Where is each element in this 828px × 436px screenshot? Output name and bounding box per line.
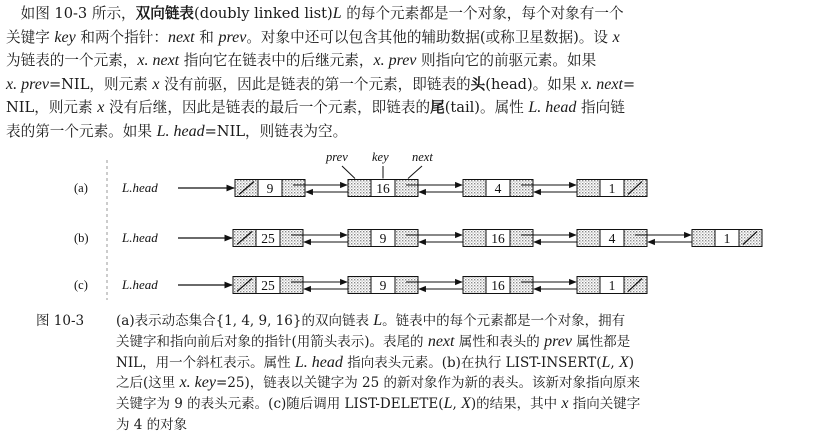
figure-caption	[116, 311, 811, 436]
text-run: 之后(这里	[116, 375, 180, 392]
text-run: =NIL，则元素	[48, 75, 153, 93]
prev-field	[692, 230, 715, 247]
node-key: 9	[379, 231, 387, 246]
math-term: X	[618, 353, 629, 371]
field-label-next: next	[412, 150, 433, 164]
math-term: L	[332, 5, 342, 22]
text-run: 关键字和指向前后对象的指针(用箭头表示)。表尾的	[116, 333, 428, 350]
node-key: 9	[379, 278, 387, 293]
math-term: L. head	[156, 122, 205, 140]
next-field	[510, 230, 533, 247]
math-term: x. key	[179, 374, 216, 392]
text-run: 指向关键字	[568, 396, 641, 413]
row-label: (a)	[74, 181, 88, 195]
math-term: L. head	[528, 99, 577, 116]
node-key: 16	[376, 181, 390, 196]
prev-field	[348, 180, 371, 197]
caption-line	[116, 415, 811, 436]
prev-field	[463, 277, 486, 294]
next-field	[395, 277, 418, 294]
next-field	[282, 180, 305, 197]
node-key: 25	[261, 278, 275, 293]
text-run: 关键字	[6, 28, 55, 46]
head-label: L.head	[122, 230, 158, 245]
text-run: 属性和表头的	[454, 333, 545, 350]
text-run: =	[622, 75, 636, 93]
text-run: 的每个元素都是一个对象，每个对象有一个	[341, 5, 624, 22]
prev-field	[577, 277, 600, 294]
bold-term: 头	[470, 75, 486, 93]
math-term: x	[152, 75, 160, 93]
text-run: 表的第一个元素。如果	[6, 122, 157, 140]
math-term: prev	[544, 332, 572, 350]
math-term: X	[461, 395, 471, 413]
row-label: (b)	[74, 231, 89, 245]
text-run: 指向表头元素。(b)在执行 LIST-INSERT(	[342, 354, 602, 371]
next-field	[395, 230, 418, 247]
caption-line	[116, 311, 811, 332]
math-term: next	[427, 332, 455, 350]
node-key: 1	[608, 181, 616, 196]
text-run: 和两个指针：	[75, 28, 168, 46]
row-label: (c)	[74, 278, 88, 292]
text-run: 为 4 的对象	[116, 416, 188, 433]
text-run: 如图 10-3 所示，	[6, 5, 136, 22]
bold-term: 双向链表	[135, 5, 195, 22]
node-key: 25	[261, 231, 275, 246]
math-term: L. head	[294, 353, 343, 371]
next-field	[510, 180, 533, 197]
text-run: 关键字为 9 的表头元素。(c)随后调用 LIST-DELETE(	[116, 396, 444, 413]
text-run: 没有后继，因此是链表的最后一个元素，即链表的	[104, 99, 431, 116]
text-run: )	[628, 354, 635, 371]
prev-field	[348, 230, 371, 247]
prev-field	[463, 230, 486, 247]
prev-field	[577, 180, 600, 197]
math-term: prev	[218, 28, 247, 46]
text-run: ,	[610, 354, 619, 371]
text-run: (doubly linked list)	[194, 5, 333, 22]
node-key: 1	[723, 231, 731, 246]
head-label: L.head	[122, 180, 158, 195]
field-label-prev: prev	[326, 150, 348, 164]
field-label-key: key	[372, 150, 389, 164]
text-run: 则指向它的前驱元素。如果	[416, 52, 597, 69]
text-run: =NIL，则链表为空。	[204, 122, 348, 140]
next-field	[280, 230, 303, 247]
text-run: 没有前驱，因此是链表的第一个元素，即链表的	[159, 75, 471, 93]
text-run: (a)表示动态集合{1, 4, 9, 16}的双向链表	[116, 313, 374, 329]
text-run: 属性都是	[571, 333, 631, 350]
math-term: L	[373, 312, 383, 329]
next-field	[624, 230, 647, 247]
math-term: x. next	[137, 52, 180, 69]
math-term: x	[561, 395, 569, 413]
math-term: next	[167, 28, 195, 46]
prev-field	[463, 180, 486, 197]
text-run: 指向链	[576, 99, 625, 116]
prev-field	[348, 277, 371, 294]
next-field	[395, 180, 418, 197]
text-run: =25)，链表以关键字为 25 的新对象作为新的表头。该新对象指向原来	[215, 375, 640, 392]
text-run: NIL，则元素	[6, 99, 98, 116]
math-term: x	[97, 99, 105, 116]
text-run: 。链表中的每个元素都是一个对象，拥有	[382, 313, 626, 329]
bold-term: 尾	[430, 99, 445, 116]
node-key: 9	[266, 181, 274, 196]
next-field	[280, 277, 303, 294]
caption-line	[116, 373, 811, 394]
text-run: (tail)。属性	[444, 99, 529, 116]
caption-line	[116, 353, 811, 374]
math-term: x. prev	[373, 52, 417, 69]
caption-line	[116, 394, 811, 415]
text-run: (head)。如果	[485, 75, 582, 93]
math-term: x. next	[581, 75, 623, 93]
node-key: 4	[494, 181, 502, 196]
text-run: 和	[194, 28, 219, 46]
text-run: NIL，用一个斜杠表示。属性	[116, 354, 295, 371]
next-field	[510, 277, 533, 294]
math-term: key	[54, 28, 76, 46]
math-term: L	[443, 395, 453, 413]
caption-label: 图 10-3	[36, 313, 85, 329]
prev-field	[577, 230, 600, 247]
math-term: x. prev	[6, 75, 49, 93]
head-label: L.head	[122, 277, 158, 292]
field-pointer-line	[408, 166, 422, 179]
text-run: 指向它在链表中的后继元素，	[179, 52, 374, 69]
node-key: 1	[608, 278, 616, 293]
node-key: 4	[608, 231, 616, 246]
text-run: )的结果，其中	[470, 396, 562, 413]
text-run: ,	[452, 396, 462, 413]
math-term: L	[601, 353, 611, 371]
text-run: 。对象中还可以包含其他的辅助数据(或称卫星数据)。设	[246, 28, 613, 46]
math-term: x	[612, 28, 620, 46]
text-run: 为链表的一个元素，	[6, 52, 138, 69]
node-key: 16	[491, 278, 505, 293]
field-pointer-line	[342, 166, 355, 179]
node-key: 16	[491, 231, 505, 246]
caption-line	[116, 332, 811, 353]
